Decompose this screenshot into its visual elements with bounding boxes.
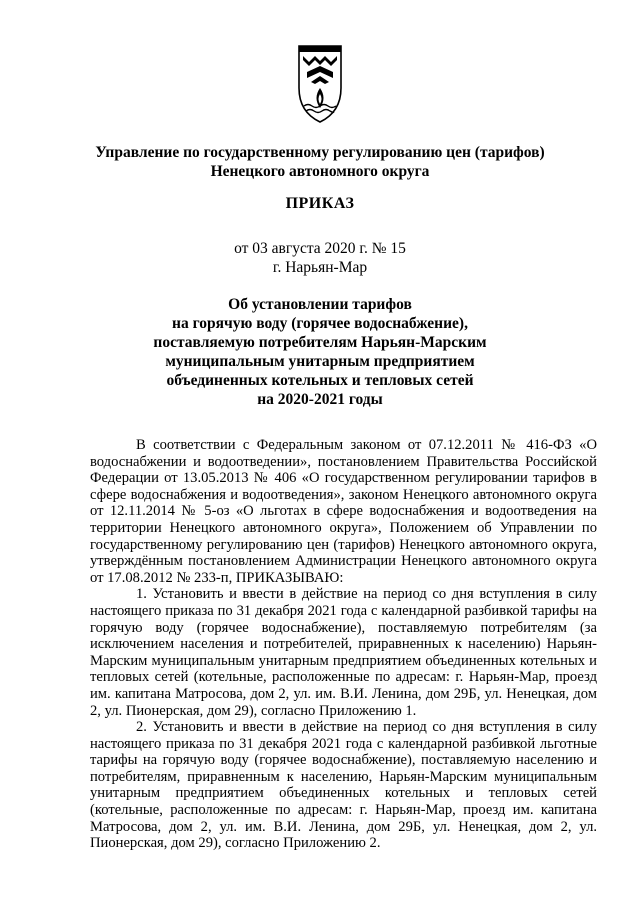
document-meta [0,239,640,277]
subject-line: на 2020-2021 годы [257,391,383,408]
document-type: ПРИКАЗ [285,195,355,212]
body-paragraph-item-2: 2. Установить и ввести в действие на период со дня вступления в силу настоящего приказа по 31 декабря 2021 года с календарной разбивкой льготные тарифы на горячую воду (горячее водоснабжение), поставляемую населению и потребителям, приравненным к населению, Нарьян-Марским муниципальным унитарным предприятием объединенных котельных и тепловых сетей (котельные, расположенные по адресам: г. Нарьян-Мар, проезд им. капитана Матросова, дом 2, ул. им. В.И. Ленина, дом 29Б, ул. Ненецкая, дом 2, ул. Пионерская, дом 29), согласно Приложению 2. [90,719,597,852]
body-paragraph-preamble: В соответствии с Федеральным законом от 07.12.2011 № 416-ФЗ «О водоснабжении и водоотведении», постановлением Правительства Российской Федерации от 13.05.2013 № 406 «О государственном регулировании тарифов в сфере водоснабжения и водоотведения», законом Ненецкого автономного округа от 12.11.2014 № 5-оз «О льготах в сфере водоснабжения и водоотведения на территории Ненецкого автономного округа», Положением об Управлении по государственному регулированию цен (тарифов) Ненецкого автономного округа, утверждённым постановлением Администрации Ненецкого автономного округа от 17.08.2012 № 233-п, ПРИКАЗЫВАЮ: [90,437,597,586]
body-paragraph-item-1: 1. Установить и ввести в действие на период со дня вступления в силу настоящего приказа по 31 декабря 2021 года с календарной разбивкой тарифы на горячую воду (горячее водоснабжение), поставляемую потребителям (за исключением населения и потребителей, приравненных к населению) Нарьян-Марским муниципальным унитарным предприятием объединенных котельных и тепловых сетей (котельные, расположенные по адресам: г. Нарьян-Мар, проезд им. капитана Матросова, дом 2, ул. им. В.И. Ленина, дом 29Б, ул. Ненецкая, дом 2, ул. Пионерская, дом 29), согласно Приложению 1. [90,586,597,719]
date-number: от 03 августа 2020 г. № 15 [234,240,406,257]
organization-name [60,143,580,181]
document-body [90,437,597,852]
subject-line: Об установлении тарифов [228,296,412,313]
subject-line: поставляемую потребителям Нарьян-Марским [153,334,487,351]
subject-line: на горячую воду (горячее водоснабжение), [172,315,468,332]
city: г. Нарьян-Мар [272,259,368,276]
subject-line: муниципальным унитарным предприятием [165,353,475,370]
document-subject [120,295,520,409]
coat-of-arms-icon [295,42,345,126]
subject-line: объединенных котельных и тепловых сетей [166,372,474,389]
organization-line-1: Управление по государственному регулированию цен (тарифов) [95,144,545,161]
organization-line-2: Ненецкого автономного округа [210,163,430,180]
